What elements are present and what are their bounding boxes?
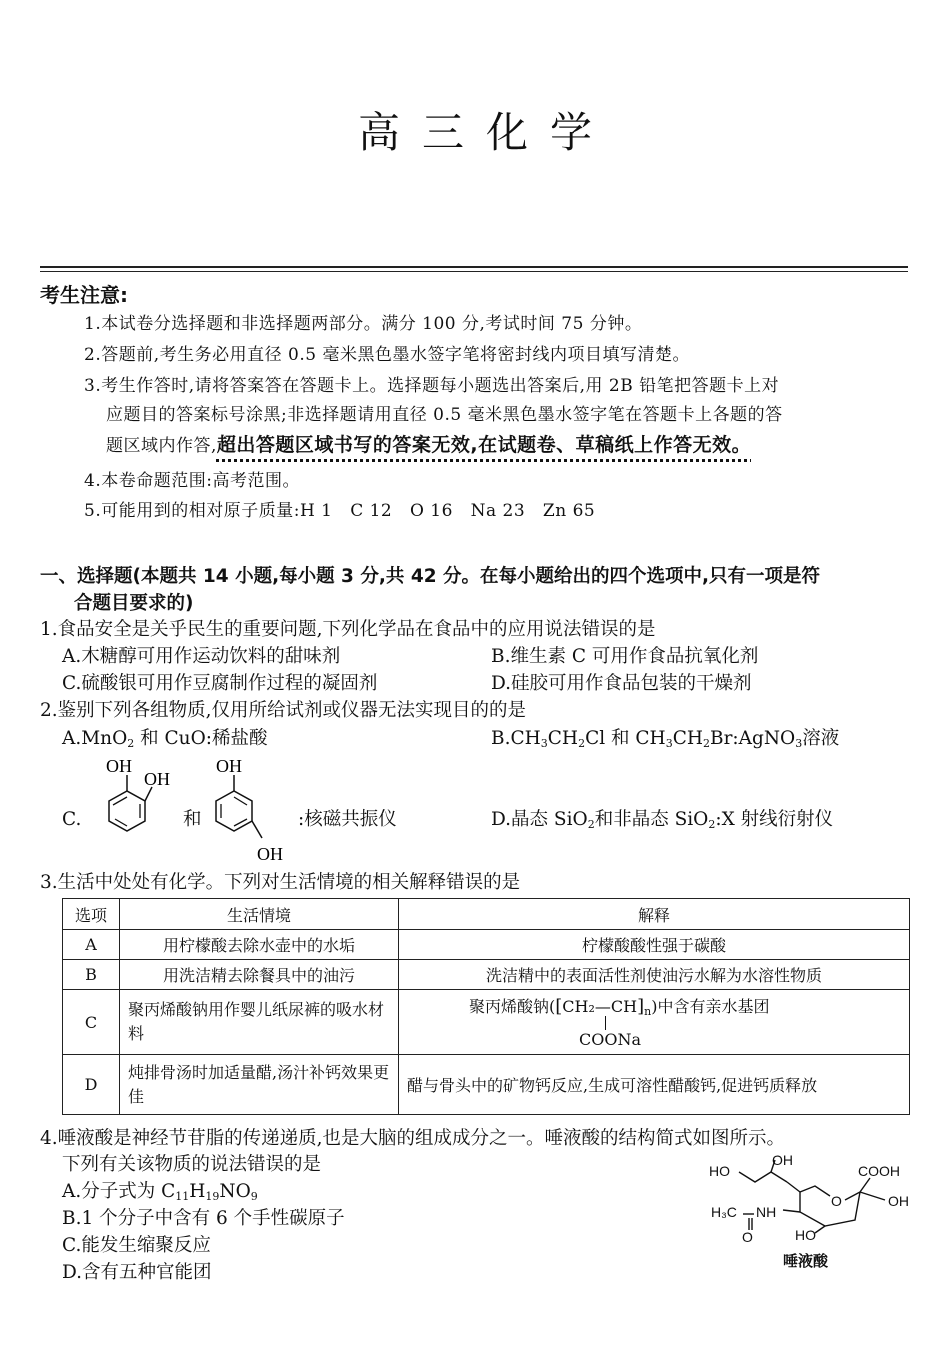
figure-caption: 唾液酸 — [783, 1253, 829, 1270]
label-ring-o: O — [831, 1193, 842, 1209]
q1-option-d: D.硅胶可用作食品包装的干燥剂 — [491, 673, 752, 694]
table-row — [63, 960, 910, 990]
header-rule-thin — [40, 271, 908, 272]
notice-item-1: 1.本试卷分选择题和非选择题两部分。满分 100 分,考试时间 75 分钟。 — [84, 314, 643, 334]
q2-option-d: D.晶态 SiO$_2$和非晶态 SiO$_2$:X 射线衍射仪 — [491, 809, 834, 831]
notice-item-2: 2.答题前,考生务必用直径 0.5 毫米黑色墨水签字笔将密封线内项目填写清楚。 — [84, 345, 690, 365]
catechol-oh-2: OH — [144, 769, 170, 789]
label-oh-top: OH — [772, 1152, 793, 1168]
q2-option-c-tail: :核磁共振仪 — [298, 809, 397, 830]
table-row — [63, 1055, 910, 1115]
q4-option-c: C.能发生缩聚反应 — [62, 1235, 211, 1256]
table-cell-opt: D — [63, 1055, 120, 1115]
label-h3c: H₃C — [711, 1204, 737, 1220]
notice-item-3-cont: 应题目的答案标号涂黑;非选择题请用直径 0.5 毫米黑色墨水签字笔在答题卡上各题的答 — [106, 405, 783, 425]
catechol-oh-1: OH — [106, 756, 132, 776]
table-row — [63, 990, 910, 1055]
table-row — [63, 930, 910, 960]
q3-table — [62, 898, 910, 1115]
q1-option-a: A.木糖醇可用作运动饮料的甜味剂 — [62, 646, 341, 667]
notice-item-4: 4.本卷命题范围:高考范围。 — [84, 471, 300, 491]
table-header: 选项 — [63, 899, 120, 930]
label-carbonyl-o: O — [742, 1229, 753, 1245]
q4-stem-1: 4.唾液酸是神经节苷脂的传递递质,也是大脑的组成成分之一。唾液酸的结构简式如图所示。 — [40, 1128, 786, 1149]
q2-option-c-label: C. — [62, 809, 82, 830]
resorcinol-oh-2: OH — [257, 844, 283, 864]
notice-heading: 考生注意: — [40, 283, 128, 307]
section-heading-line1: 一、选择题(本题共 14 小题,每小题 3 分,共 42 分。在每小题给出的四个选项中,只有一项是符 — [40, 566, 821, 587]
q2-option-c-and: 和 — [183, 809, 202, 830]
catechol-structure — [82, 750, 192, 850]
section-heading — [40, 563, 915, 617]
polymer-bond — [605, 1016, 606, 1030]
q4-option-d: D.含有五种官能团 — [62, 1262, 212, 1283]
polymer-backbone: CH₂—CH — [562, 997, 638, 1016]
q4-option-b: B.1 个分子中含有 6 个手性碳原子 — [62, 1208, 345, 1229]
notice-item-3: 3.考生作答时,请将答案答在答题卡上。选择题每小题选出答案后,用 2B 铅笔把答题卡上对 — [84, 376, 780, 396]
section-heading-line2: 合题目要求的) — [74, 593, 194, 614]
table-cell-scene: 用柠檬酸去除水壶中的水垢 — [120, 930, 399, 960]
table-cell-exp: 醋与骨头中的矿物钙反应,生成可溶性醋酸钙,促进钙质释放 — [399, 1055, 910, 1115]
q4-option-a: A.分子式为 $C_{11}H_{19}NO_9$ — [62, 1181, 258, 1203]
q1-option-b: B.维生素 C 可用作食品抗氧化剂 — [491, 646, 759, 667]
table-cell-scene: 用洗洁精去除餐具中的油污 — [120, 960, 399, 990]
sialic-acid-structure — [705, 1148, 920, 1273]
label-oh-right: OH — [888, 1193, 909, 1209]
table-cell-exp: 柠檬酸酸性强于碳酸 — [399, 930, 910, 960]
table-header-row — [63, 899, 910, 930]
q1-option-c: C.硫酸银可用作豆腐制作过程的凝固剂 — [62, 673, 378, 694]
notice-emphasis: 超出答题区域书写的答案无效,在试题卷、草稿纸上作答无效。 — [216, 434, 752, 456]
resorcinol-structure — [200, 750, 310, 865]
resorcinol-oh-1: OH — [216, 756, 242, 776]
q4-stem-2: 下列有关该物质的说法错误的是 — [62, 1154, 322, 1175]
table-cell-opt: A — [63, 930, 120, 960]
header-rule-thick — [40, 266, 908, 268]
q2-option-a: A.MnO$_2$ 和 CuO:稀盐酸 — [62, 728, 268, 750]
table-cell-exp: 聚丙烯酸钠$([CH_2—CH]_n)$中含有亲水基团 COONa — [399, 990, 910, 1055]
q3-stem: 3.生活中处处有化学。下列对生活情境的相关解释错误的是 — [40, 872, 521, 893]
table-header: 生活情境 — [120, 899, 399, 930]
table-cell-opt: B — [63, 960, 120, 990]
label-nh: NH — [756, 1204, 777, 1220]
table-cell-scene: 聚丙烯酸钠用作婴儿纸尿裤的吸水材料 — [120, 990, 399, 1055]
notice-item-5: 5.可能用到的相对原子质量:H 1 C 12 O 16 Na 23 Zn 65 — [84, 501, 596, 521]
page-title: 高三化学 — [357, 108, 614, 157]
notice-item-3-tail: 题区域内作答, — [106, 436, 217, 456]
label-ho-bottom: HO — [795, 1227, 816, 1243]
q2-stem: 2.鉴别下列各组物质,仅用所给试剂或仪器无法实现目的的是 — [40, 700, 527, 721]
q1-stem: 1.食品安全是关乎民生的重要问题,下列化学品在食品中的应用说法错误的是 — [40, 619, 656, 640]
label-cooh: COOH — [858, 1163, 900, 1179]
table-cell-exp: 洗洁精中的表面活性剂使油污水解为水溶性物质 — [399, 960, 910, 990]
table-cell-scene: 炖排骨汤时加适量醋,汤汁补钙效果更佳 — [120, 1055, 399, 1115]
table-header: 解释 — [399, 899, 910, 930]
label-ho: HO — [709, 1163, 730, 1179]
notice-item-3-end — [106, 430, 751, 461]
table-cell-opt: C — [63, 990, 120, 1055]
q2-option-b: $B.CH_3CH_2Cl$ 和 $CH_3CH_2Br:AgNO_3$溶液 — [491, 728, 840, 750]
polymer-sidegroup: COONa — [579, 1030, 642, 1049]
